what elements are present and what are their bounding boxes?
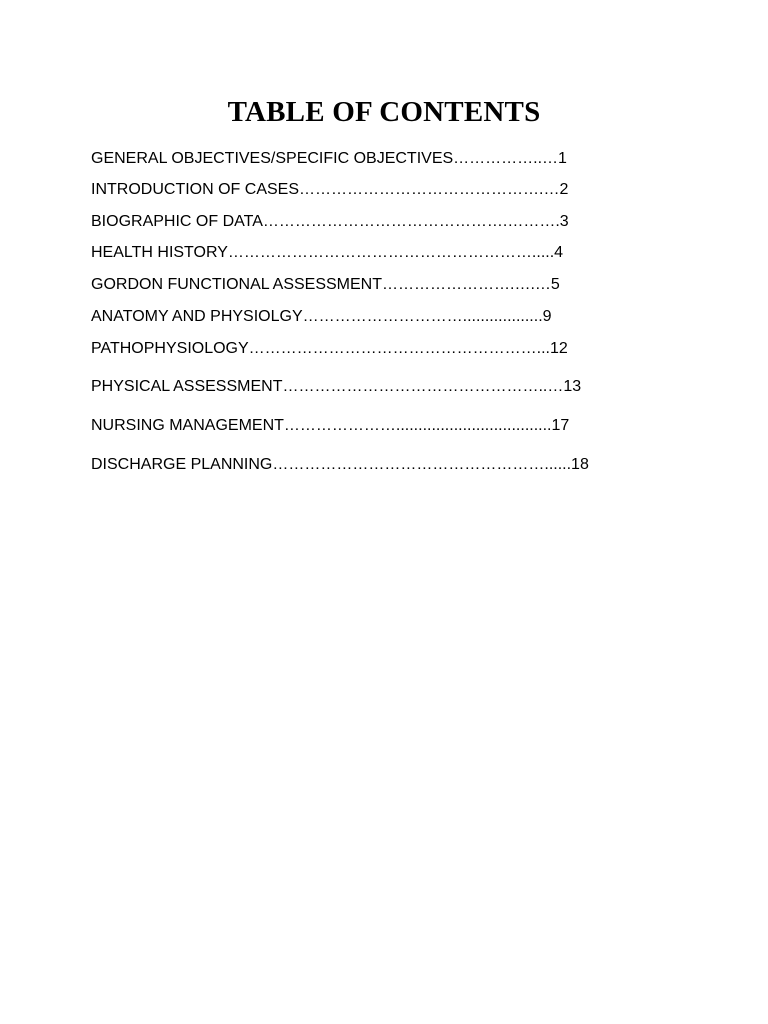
toc-entry-anatomy-and-physiology: ANATOMY AND PHYSIOLGY…………………………..................9 [91, 308, 552, 325]
page-title: TABLE OF CONTENTS [227, 96, 541, 128]
toc-entry-biographic-of-data: BIOGRAPHIC OF DATA……………………………………….……….3 [91, 213, 569, 230]
toc-entry-nursing-management: NURSING MANAGEMENT…………………...................................17 [91, 417, 570, 434]
toc-entry-physical-assessment: PHYSICAL ASSESSMENT…………………………………………..…13 [91, 378, 582, 395]
toc-entry-pathophysiology: PATHOPHYSIOLOGY………………………………………………...12 [91, 340, 568, 357]
toc-entry-gordon-functional-assessment: GORDON FUNCTIONAL ASSESSMENT…………………….….…5 [91, 276, 560, 293]
toc-entry-introduction-of-cases: INTRODUCTION OF CASES……………………………………….…2 [91, 181, 569, 198]
toc-entry-health-history: HEALTH HISTORY………………………………………………….....4 [91, 244, 564, 261]
toc-entry-general-objectives: GENERAL OBJECTIVES/SPECIFIC OBJECTIVES……………..…1 [91, 150, 567, 167]
toc-entry-discharge-planning: DISCHARGE PLANNING……………………………………………......18 [91, 456, 589, 473]
